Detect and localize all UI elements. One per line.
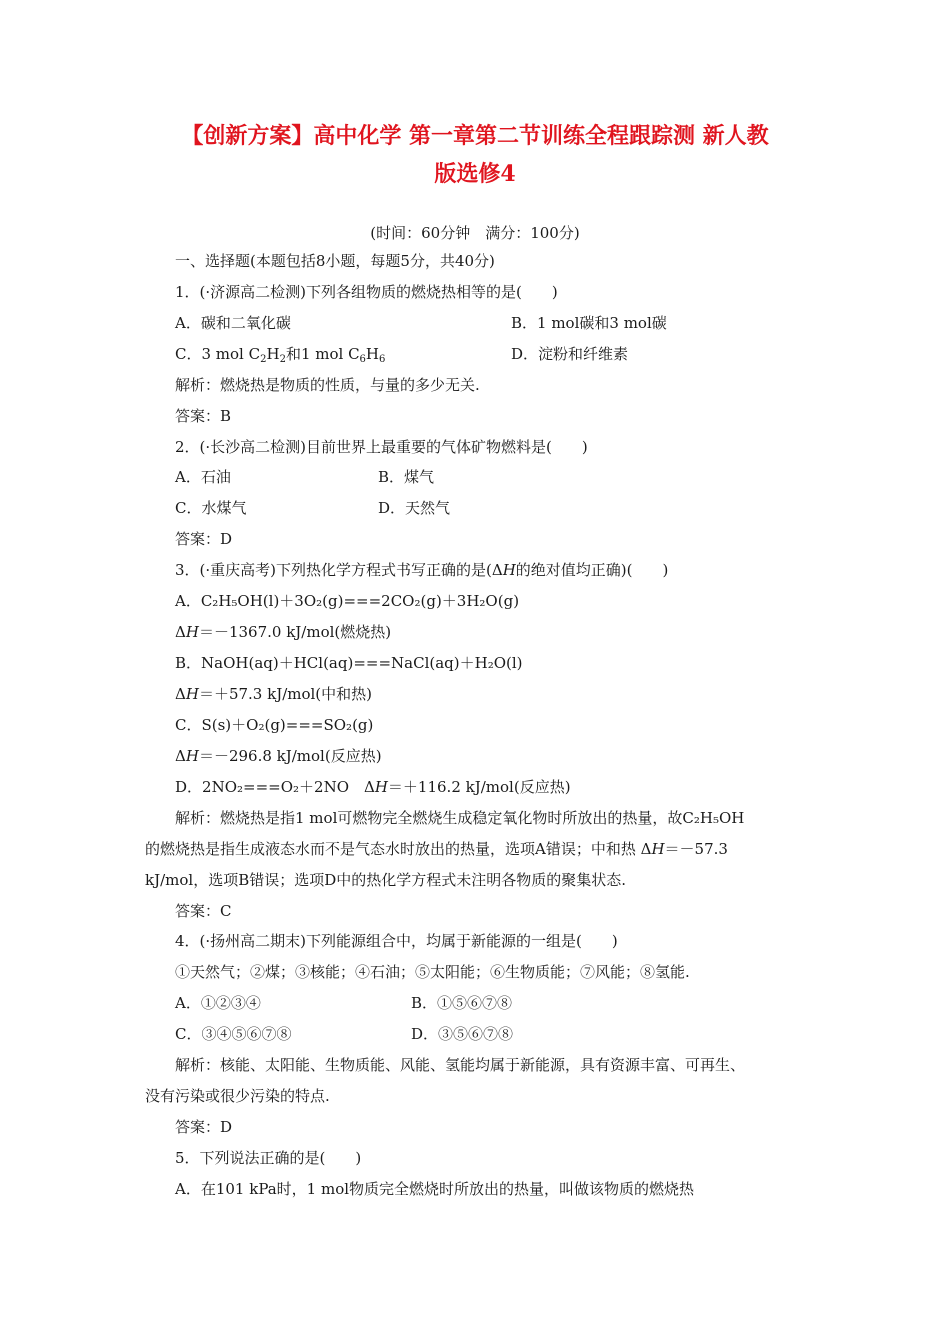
q3-option-a-equation: A．C₂H₅OH(l)＋3O₂(g)===2CO₂(g)＋3H₂O(g) [175, 592, 520, 610]
q3-analysis-line-1: 解析：燃烧热是指1 mol可燃物完全燃烧生成稳定氧化物时所放出的热量，故C₂H₅OH [175, 809, 745, 827]
q3-option-b-equation: B．NaOH(aq)＋HCl(aq)===NaCl(aq)＋H₂O(l) [175, 654, 523, 672]
q2-option-d: D．天然气 [378, 499, 451, 517]
q3-option-c-enthalpy: ΔH＝－296.8 kJ/mol(反应热) [175, 747, 382, 765]
q3-answer: 答案：C [175, 902, 232, 920]
q4-analysis-line-2: 没有污染或很少污染的特点. [145, 1087, 330, 1105]
section-heading: 一、选择题(本题包括8小题，每题5分，共40分) [175, 252, 495, 270]
q4-answer: 答案：D [175, 1118, 233, 1136]
q3-analysis-line-2: 的燃烧热是指生成液态水而不是气态水时放出的热量，选项A错误；中和热 ΔH＝－57.3 [145, 840, 728, 858]
q2-stem: 2．(·长沙高二检测)目前世界上最重要的气体矿物燃料是( ) [175, 438, 588, 456]
q3-option-a-enthalpy: ΔH＝－1367.0 kJ/mol(燃烧热) [175, 623, 392, 641]
q3-option-b-enthalpy: ΔH＝＋57.3 kJ/mol(中和热) [175, 685, 373, 703]
q3-option-c-equation: C．S(s)＋O₂(g)===SO₂(g) [175, 716, 374, 734]
q1-option-b: B．1 mol碳和3 mol碳 [511, 314, 667, 332]
q3-analysis-line-3: kJ/mol，选项B错误；选项D中的热化学方程式未注明各物质的聚集状态. [145, 871, 627, 889]
time-score-note: (时间：60分钟 满分：100分) [370, 224, 580, 242]
q4-stem: 4．(·扬州高二期末)下列能源组合中，均属于新能源的一组是( ) [175, 932, 618, 950]
q2-option-b: B．煤气 [378, 468, 435, 486]
q4-option-a: A．①②③④ [175, 994, 261, 1012]
q2-option-a: A．石油 [175, 468, 231, 486]
q5-stem: 5．下列说法正确的是( ) [175, 1149, 362, 1167]
q1-answer: 答案：B [175, 407, 232, 425]
q3-stem: 3．(·重庆高考)下列热化学方程式书写正确的是(ΔH的绝对值均正确)( ) [175, 561, 669, 579]
q1-analysis: 解析：燃烧热是物质的性质，与量的多少无关. [175, 376, 480, 394]
title-line-2: 版选修4 [434, 161, 516, 187]
q3-option-d: D．2NO₂===O₂＋2NO ΔH＝＋116.2 kJ/mol(反应热) [175, 778, 571, 796]
q1-option-c: C．3 mol $C_2H_2$和1 mol $C_6H_6$ [175, 345, 386, 365]
q5-option-a: A．在101 kPa时，1 mol物质完全燃烧时所放出的热量，叫做该物质的燃烧热 [175, 1180, 695, 1198]
q4-analysis-line-1: 解析：核能、太阳能、生物质能、风能、氢能均属于新能源，具有资源丰富、可再生、 [175, 1056, 746, 1074]
q1-option-d: D．淀粉和纤维素 [511, 345, 629, 363]
q2-option-c: C．水煤气 [175, 499, 247, 517]
q1-option-a: A．碳和二氧化碳 [175, 314, 291, 332]
title-line-1: 【创新方案】高中化学 第一章第二节训练全程跟踪测 新人教 [181, 123, 769, 149]
q4-energy-list: ①天然气；②煤；③核能；④石油；⑤太阳能；⑥生物质能；⑦风能；⑧氢能. [175, 963, 690, 981]
q4-option-d: D．③⑤⑥⑦⑧ [411, 1025, 514, 1043]
q2-answer: 答案：D [175, 530, 233, 548]
q4-option-c: C．③④⑤⑥⑦⑧ [175, 1025, 292, 1043]
q4-option-b: B．①⑤⑥⑦⑧ [411, 994, 513, 1012]
q1-stem: 1．(·济源高二检测)下列各组物质的燃烧热相等的是( ) [175, 283, 558, 301]
